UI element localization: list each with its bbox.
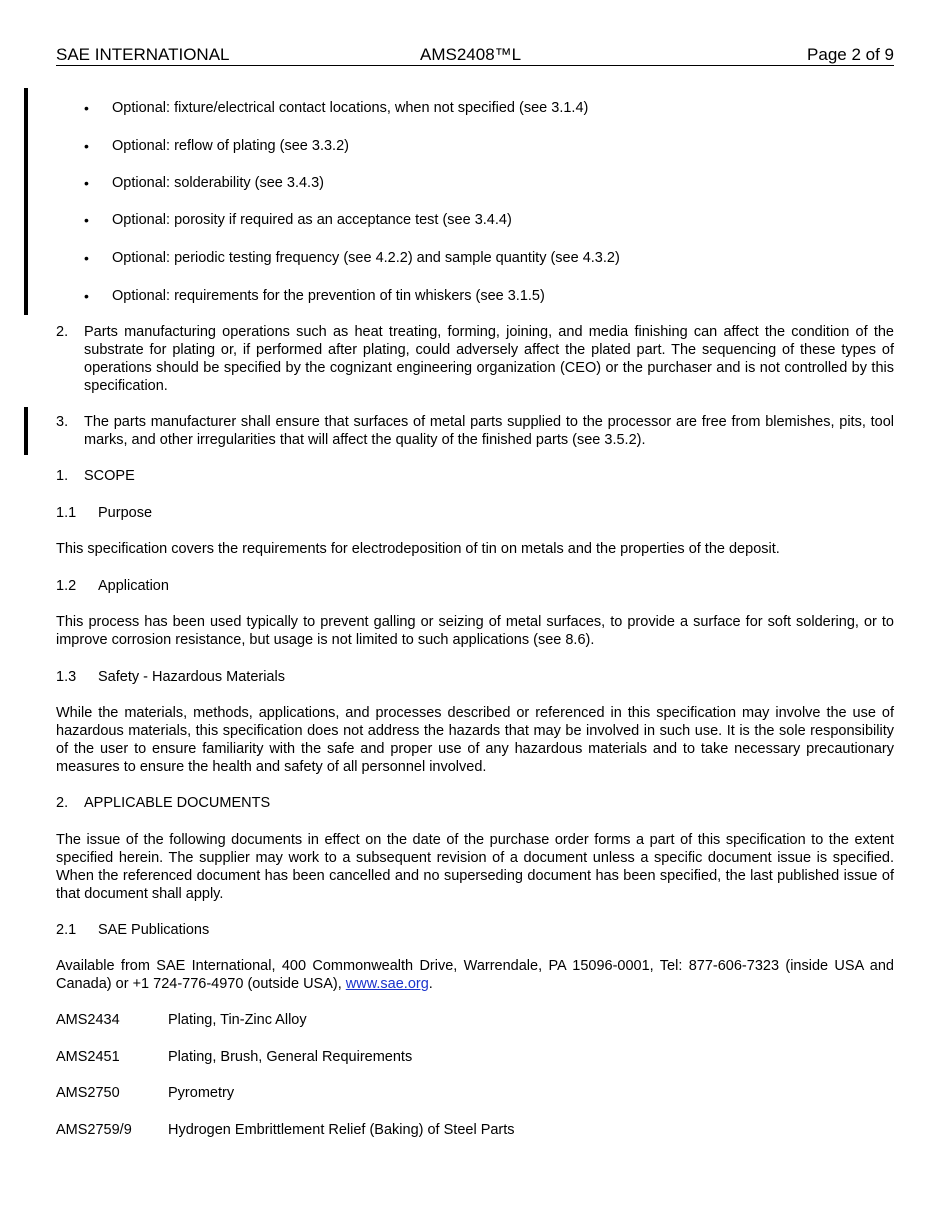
note-number: 2.: [56, 324, 69, 340]
section-heading: SCOPE: [84, 468, 135, 484]
list-item: Optional: periodic testing frequency (see 4.2.2) and sample quantity (see 4.3.2): [112, 250, 620, 266]
paragraph: [56, 957, 894, 993]
subsection-heading: Application: [98, 578, 169, 594]
document-code: AMS2750: [56, 1085, 120, 1101]
paragraph: While the materials, methods, applications, and processes described or referenced in this specification may involve the use of hazardous materials, this specification does not address the hazards that may be involved in such use. It is the sole responsibility of the user to ensure familiarity with the safe and proper use of any hazardous materials and to take necessary precautionary measures to ensure the health and safety of all personnel involved.: [56, 705, 894, 775]
subsection-heading: SAE Publications: [98, 922, 210, 938]
subsection-number: 1.1: [56, 505, 77, 521]
document-title: Hydrogen Embrittlement Relief (Baking) of Steel Parts: [168, 1122, 515, 1138]
header-page-number: Page 2 of 9: [807, 45, 894, 64]
section-number: 2.: [56, 795, 69, 811]
sae-website-link[interactable]: www.sae.org: [345, 976, 429, 992]
document-code: AMS2759/9: [56, 1122, 132, 1138]
document-title: Plating, Brush, General Requirements: [168, 1049, 413, 1065]
document-title: Plating, Tin-Zinc Alloy: [168, 1012, 307, 1028]
bullet-marker: •: [84, 100, 89, 116]
subsection-heading: Safety - Hazardous Materials: [98, 669, 285, 685]
document-code: AMS2434: [56, 1012, 120, 1028]
paragraph: The issue of the following documents in effect on the date of the purchase order forms a part of this specification to the extent specified herein. The supplier may work to a subsequent revision of a document unless a specific document issue is specified. When the referenced document has been cancelled and no superseding document has been specified, the last published issue of that document shall apply.: [56, 832, 894, 902]
bullet-marker: •: [84, 250, 89, 266]
list-item: Optional: requirements for the prevention of tin whiskers (see 3.1.5): [112, 288, 545, 304]
header-org: SAE INTERNATIONAL: [56, 45, 230, 64]
document-code: AMS2451: [56, 1049, 120, 1065]
note-number: 3.: [56, 414, 69, 430]
subsection-number: 2.1: [56, 922, 77, 938]
section-number: 1.: [56, 468, 69, 484]
subsection-number: 1.2: [56, 578, 77, 594]
subsection-heading: Purpose: [98, 505, 153, 521]
sentence-period: .: [428, 976, 433, 992]
paragraph: This process has been used typically to prevent galling or seizing of metal surfaces, to provide a surface for soft soldering, or to improve corrosion resistance, but usage is not limited to such applications (see 8.6).: [56, 614, 894, 648]
paragraph: This specification covers the requirements for electrodeposition of tin on metals and the properties of the deposit.: [56, 541, 780, 557]
list-item: Optional: solderability (see 3.4.3): [112, 175, 324, 191]
list-item: Optional: fixture/electrical contact locations, when not specified (see 3.1.4): [112, 100, 589, 116]
note-text: The parts manufacturer shall ensure that surfaces of metal parts supplied to the processor are free from blemishes, pits, tool marks, and other irregularities that will affect the quality of the finished parts (see 3.5.2).: [84, 414, 894, 448]
bullet-marker: •: [84, 288, 89, 304]
bullet-marker: •: [84, 138, 89, 154]
header-doc-id: AMS2408™L: [420, 45, 522, 64]
revision-bar: [24, 407, 28, 455]
list-item: Optional: reflow of plating (see 3.3.2): [112, 138, 349, 154]
revision-bar: [24, 88, 28, 315]
bullet-marker: •: [84, 212, 89, 228]
document-title: Pyrometry: [168, 1085, 235, 1101]
page-header: [56, 45, 894, 66]
availability-text: Available from SAE International, 400 Commonwealth Drive, Warrendale, PA 15096-0001, Tel: 877-606-7323 (inside USA and Canada) or +1 724-776-4970 (outside USA),: [56, 958, 894, 992]
subsection-number: 1.3: [56, 669, 77, 685]
section-heading: APPLICABLE DOCUMENTS: [84, 795, 271, 811]
note-text: Parts manufacturing operations such as heat treating, forming, joining, and media finishing can affect the condition of the substrate for plating or, if performed after plating, could adversely affect the plated part. The sequencing of these types of operations should be specified by the cognizant engineering organization (CEO) or the purchaser and is not controlled by this specification.: [84, 324, 894, 394]
bullet-marker: •: [84, 175, 89, 191]
list-item: Optional: porosity if required as an acceptance test (see 3.4.4): [112, 212, 512, 228]
